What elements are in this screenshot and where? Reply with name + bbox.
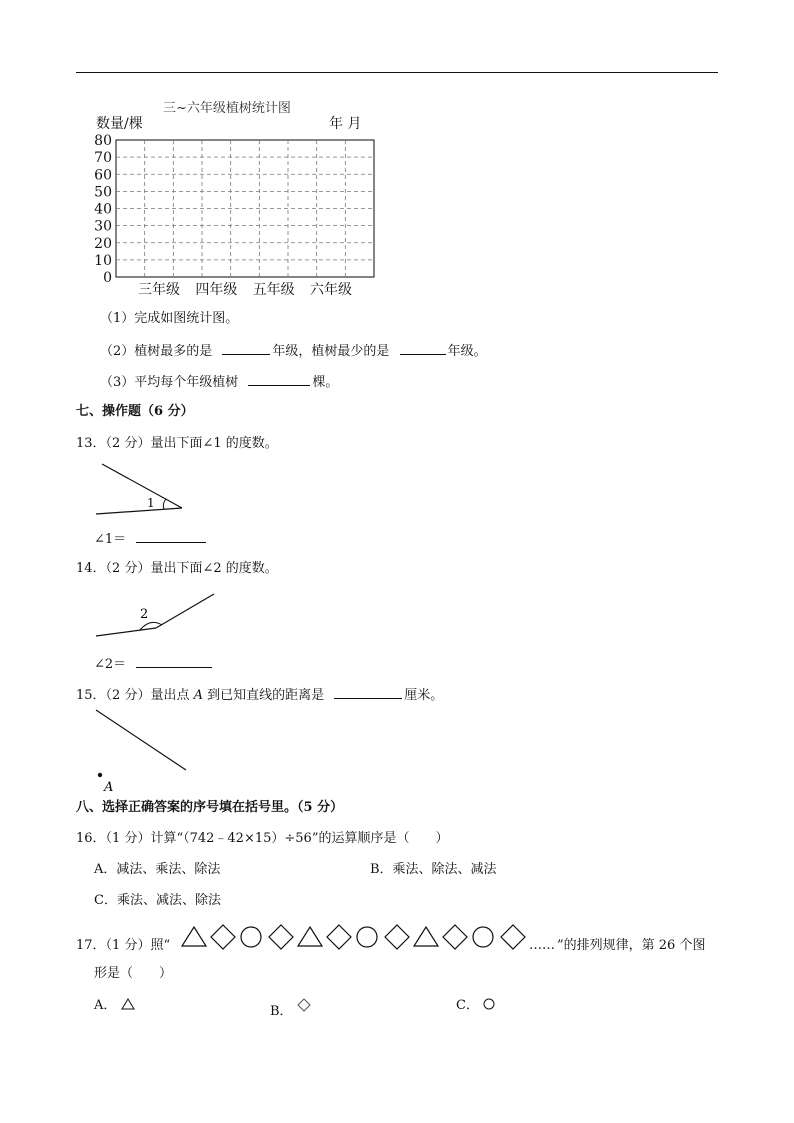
chart-title: 三~六年级植树统计图 (163, 101, 291, 116)
angle2-blank[interactable] (136, 655, 212, 668)
shape-sequence (180, 924, 530, 952)
circle-icon (357, 927, 377, 947)
q17-ellipsis: …… (529, 938, 555, 953)
q12-part2-b: 年级，植树最少的是 (272, 344, 390, 359)
chart-y-tick-label: 0 (103, 270, 112, 286)
chart-x-category-label: 三年级 (138, 282, 180, 298)
q17-text-c: 形是（ ） (94, 966, 173, 981)
q12-part1: （1）完成如图统计图。 (100, 311, 239, 326)
q16-option-c[interactable]: C．乘法、减法、除法 (94, 893, 221, 908)
q13-text: 13．（2 分）量出下面∠1 的度数。 (76, 436, 278, 451)
q17-text-a: 17．（1 分）照“ (76, 938, 171, 953)
q14-answer-prefix: ∠2＝ (94, 657, 127, 672)
q16-text: 16．（1 分）计算“（742﹣42×15）÷56”的运算顺序是（ ） (76, 831, 449, 846)
chart-y-tick-label: 60 (94, 167, 112, 184)
q17-option-c[interactable] (456, 998, 495, 1014)
angle2-figure (92, 588, 222, 640)
chart-date-label: 年 月 (329, 116, 362, 132)
angle2-right-ray (156, 594, 214, 628)
q17-option-a-label: A． (94, 998, 117, 1013)
diamond-icon (443, 925, 467, 949)
angle1-arc (163, 499, 166, 509)
q12-part3 (100, 373, 338, 391)
diamond-icon (327, 925, 351, 949)
circle-icon (241, 927, 261, 947)
triangle-icon (121, 998, 135, 1010)
triangle-icon (414, 927, 438, 946)
q12-part2-a: （2）植树最多的是 (100, 344, 213, 359)
q14-text: 14．（2 分）量出下面∠2 的度数。 (76, 561, 278, 576)
chart-y-tick-label: 70 (94, 150, 112, 167)
q15-text-a: 15．（2 分）量出点 (76, 688, 190, 703)
angle2-left-ray (96, 628, 156, 636)
line-point-figure (90, 704, 194, 796)
chart-x-category-label: 六年级 (310, 282, 352, 298)
distance-blank[interactable] (334, 686, 402, 699)
q17-option-b-label: B． (270, 1004, 293, 1019)
chart-x-category-label: 四年级 (195, 282, 238, 298)
q12-part2-c: 年级。 (447, 344, 487, 359)
circle-icon (473, 927, 493, 947)
average-blank[interactable] (248, 373, 310, 386)
q14-answer (94, 655, 212, 673)
q15-point: A (193, 688, 203, 703)
q17-option-c-label: C． (456, 998, 479, 1013)
q16-option-a[interactable]: A．减法、乘法、除法 (94, 862, 221, 877)
diamond-icon (269, 925, 293, 949)
angle1-label: 1 (147, 496, 155, 510)
chart-ylabel: 数量/棵 (96, 116, 143, 132)
triangle-icon (298, 927, 322, 946)
tree-planting-chart (88, 96, 378, 302)
q13-answer-prefix: ∠1＝ (94, 532, 127, 547)
chart-y-tick-label: 80 (94, 133, 112, 149)
q17-text-b: ”的排列规律，第 26 个图 (557, 938, 706, 953)
q15-text (76, 686, 443, 704)
q12-part3-a: （3）平均每个年级植树 (100, 375, 239, 390)
q17-option-b[interactable] (270, 998, 311, 1020)
q13-answer (94, 530, 206, 548)
q15-text-c: 厘米。 (404, 688, 444, 703)
diamond-icon (501, 925, 525, 949)
chart-y-tick-label: 30 (94, 218, 112, 235)
angle1-upper-ray (102, 464, 182, 508)
diamond-icon (211, 925, 235, 949)
angle2-label: 2 (140, 607, 149, 622)
diamond-icon (297, 998, 311, 1012)
circle-icon (483, 998, 495, 1010)
q12-part2 (100, 342, 487, 360)
angle1-figure (92, 458, 192, 518)
angle1-lower-ray (96, 508, 182, 514)
q15-text-b: 到已知直线的距离是 (207, 688, 325, 703)
least-grade-blank[interactable] (400, 342, 446, 355)
chart-x-category-label: 五年级 (252, 282, 295, 298)
section8-title: 八、选择正确答案的序号填在括号里。（5 分） (76, 800, 344, 815)
chart-y-tick-label: 20 (94, 235, 112, 252)
q12-part3-b: 棵。 (312, 375, 339, 390)
triangle-icon (182, 927, 206, 946)
given-line (96, 710, 186, 770)
angle1-blank[interactable] (136, 530, 206, 543)
diamond-icon (385, 925, 409, 949)
most-grade-blank[interactable] (222, 342, 270, 355)
section7-title: 七、操作题（6 分） (76, 404, 194, 419)
chart-y-tick-label: 40 (94, 201, 112, 218)
chart-y-tick-label: 10 (94, 252, 112, 269)
chart-y-tick-label: 50 (94, 184, 112, 201)
point-a-dot (98, 773, 102, 777)
q17-option-a[interactable] (94, 998, 135, 1014)
top-rule (76, 72, 718, 73)
point-a-label: A (104, 780, 114, 795)
q16-option-b[interactable]: B．乘法、除法、减法 (370, 862, 497, 877)
